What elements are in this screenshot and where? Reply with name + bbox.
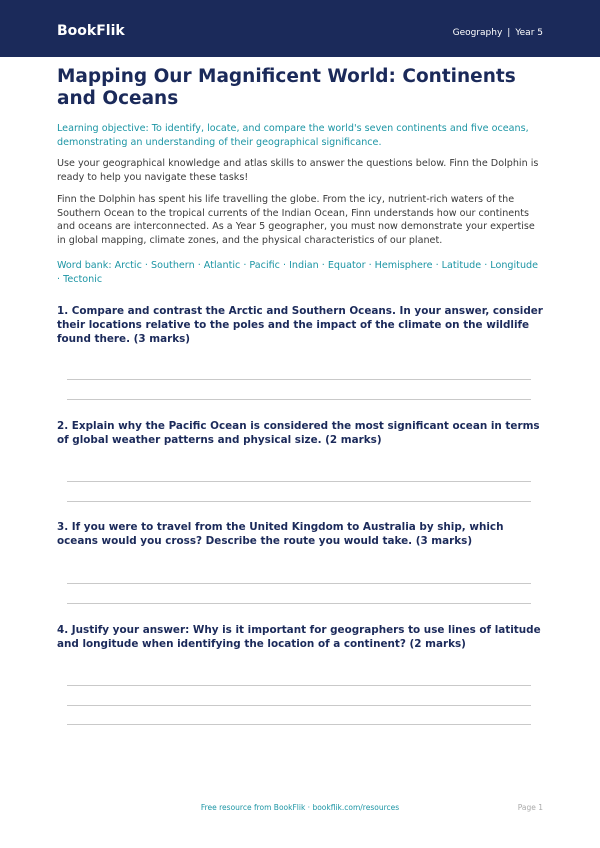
- answer-line[interactable]: [67, 603, 531, 604]
- answer-line[interactable]: [67, 583, 531, 584]
- answer-line[interactable]: [67, 501, 531, 502]
- subject-label: Geography: [452, 28, 503, 38]
- intro-text: Use your geographical knowledge and atlas skills to answer the questions below. Finn the Dolphin is ready to help you navigate these tasks!: [57, 158, 539, 183]
- answer-line[interactable]: [67, 724, 531, 725]
- year-label: Year 5: [515, 28, 543, 38]
- brand-logo: BookFlik: [57, 23, 125, 39]
- learning-objective: Learning objective: To identify, locate, and compare the world's seven continents and five oceans, demonstrating an understanding of their geographical significance.: [57, 123, 529, 148]
- page-number: Page 1: [517, 803, 543, 812]
- question-4: 4. Justify your answer: Why is it important for geographers to use lines of latitude and longitude when identifying the location of a continent? (2 marks): [57, 624, 541, 650]
- header-meta: [453, 28, 543, 38]
- page-title: Mapping Our Magnificent World: Continents and Oceans: [57, 66, 516, 109]
- footer-link[interactable]: Free resource from BookFlik · bookflik.com/resources: [200, 803, 400, 812]
- meta-separator: |: [507, 28, 511, 38]
- question-2: 2. Explain why the Pacific Ocean is considered the most significant ocean in terms of global weather patterns and physical size. (2 marks): [57, 420, 540, 446]
- story-text: Finn the Dolphin has spent his life travelling the globe. From the icy, nutrient-rich waters of the Southern Ocean to the tropical currents of the Indian Ocean, Finn understands how our continents and oceans are interconnected. As a Year 5 geographer, you must now demonstrate your expertise in global mapping, climate zones, and the physical characteristics of our planet.: [57, 194, 535, 246]
- answer-line[interactable]: [67, 705, 531, 706]
- header-bar: [0, 0, 600, 57]
- answer-line[interactable]: [67, 481, 531, 482]
- word-bank: Word bank: Arctic · Southern · Atlantic · Pacific · Indian · Equator · Hemisphere · Latitude · Longitude · Tectonic: [57, 260, 539, 285]
- answer-line[interactable]: [67, 379, 531, 380]
- answer-line[interactable]: [67, 399, 531, 400]
- question-1: 1. Compare and contrast the Arctic and Southern Oceans. In your answer, consider their locations relative to the poles and the impact of the climate on the wildlife found there. (3 marks): [57, 305, 543, 345]
- answer-line[interactable]: [67, 685, 531, 686]
- question-3: 3. If you were to travel from the United Kingdom to Australia by ship, which oceans would you cross? Describe the route you would take. (3 marks): [57, 521, 504, 547]
